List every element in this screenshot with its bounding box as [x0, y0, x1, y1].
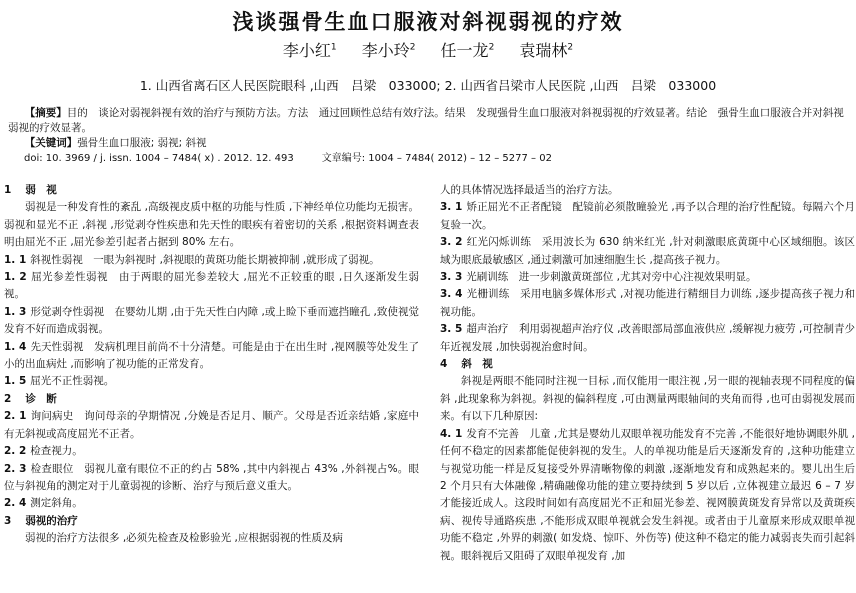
identifiers	[8, 151, 850, 166]
section-text: 发育不完善 儿童 ,尤其是婴幼儿双眼单视功能发育不完善 ,不能很好地协调眼外肌 ,任何不稳定的因素都能促使斜视的发生。人的单视功能是后天逐渐发育的 ,这种功能建立与视觉功能一样是反复接受外界清晰物像的刺激 ,逐渐地发育和成熟起来的。婴儿出生后 2 个月只有大体融像 ,精确融像功能的建立要持续到 5 岁以后 ,立体视建立最迟 6 – 7 岁才能接近成人。这段时间如有高度屈光不正和屈光参差、视网膜黄斑发育异常以及黄斑疾病、视传导通路疾患 ,不能形成双眼单视就会发生斜视。或者由于儿童原来形成双眼单视功能不稳定 ,外界的刺激( 如发烧、惊吓、外伤等) 使这种不稳定的能力减弱丧失而引起斜视。眼斜视后又阻碍了双眼单视发育 ,加	[440, 427, 855, 562]
section-number: 3. 3	[440, 271, 463, 284]
section-number: 1. 4	[4, 340, 27, 353]
subsection-paragraph	[4, 461, 419, 496]
subsection-paragraph	[4, 269, 419, 304]
section-number: 1	[4, 184, 12, 196]
subsection-paragraph	[440, 234, 855, 269]
abstract-block	[8, 106, 850, 166]
section-text: 斜视性弱视 一眼为斜视时 ,斜视眼的黄斑功能长期被抑制 ,就形成了弱视。	[30, 253, 380, 266]
subsection-paragraph	[440, 269, 855, 286]
section-heading	[4, 513, 419, 530]
subsection-paragraph	[4, 443, 419, 460]
subsection-paragraph	[4, 408, 419, 443]
author: 袁瑞林$^2$	[519, 41, 574, 60]
section-text: 光栅训练 采用电脑多媒体形式 ,对视功能进行精细目力训练 ,逐步提高孩子视力和视功能。	[440, 288, 855, 318]
author: 李小红$^1$	[282, 41, 337, 60]
subsection-paragraph	[440, 286, 855, 321]
section-text: 人的具体情况选择最适当的治疗方法。	[440, 184, 619, 196]
section-text: 斜视是两眼不能同时注视一目标 ,而仅能用一眼注视 ,另一眼的视轴表现不同程度的偏斜 ,此现象称为斜视。斜视的偏斜程度 ,可由测量两眼轴间的夹角而得 ,也可由弱视发展而来。有以下几种原因:	[440, 375, 855, 423]
section-number: 3	[4, 514, 12, 527]
section-text: 弱 视	[25, 184, 57, 196]
subsection-paragraph	[440, 426, 855, 565]
section-text: 弱视的治疗	[25, 514, 78, 527]
section-number: 2	[4, 392, 12, 405]
section-text: 询问病史 询问母亲的孕期情况 ,分娩是否足月、顺产。父母是否近亲结婚 ,家庭中有无斜视或高度屈光不正者。	[4, 410, 419, 440]
subsection-paragraph	[4, 304, 419, 339]
section-text: 红光闪烁训练 采用波长为 630 纳米红光 ,针对刺激眼底黄斑中心区域细胞。该区域为眼底最敏感区 ,通过刺激可加速细胞生长 ,提高孩子视力。	[440, 236, 855, 266]
section-number: 3. 2	[440, 236, 463, 249]
subsection-paragraph	[440, 321, 855, 356]
section-number: 1. 2	[4, 271, 27, 284]
author: 李小玲$^2$	[361, 41, 416, 60]
subsection-paragraph	[4, 495, 419, 512]
paragraph	[440, 182, 855, 199]
section-text: 弱视是一种发育性的紊乱 ,高级视皮质中枢的功能与性质 ,下神经单位功能均无损害。弱视和显光不正 ,斜视 ,形觉剥夺性疾患和先天性的眼疾有着密切的关系 ,根据资料调查表明由屈光不正 ,屈光参差引起者占据到 80% 左右。	[4, 201, 419, 249]
author-list	[0, 38, 856, 61]
section-text: 屈光参差性弱视 由于两眼的屈光参差较大 ,屈光不正较重的眼 ,日久逐渐发生弱视。	[4, 271, 419, 301]
section-number: 2. 4	[4, 497, 27, 510]
section-number: 2. 2	[4, 445, 27, 458]
section-text: 超声治疗 利用弱视超声治疗仪 ,改善眼部局部血液供应 ,缓解视力疲劳 ,可控制青少年近视发展 ,加快弱视治愈时间。	[440, 323, 855, 353]
affiliation: 1. 山西省离石区人民医院眼科 ,山西 吕梁 033000; 2. 山西省吕梁市人民医院 ,山西 吕梁 033000	[139, 78, 717, 93]
section-text: 检查眼位 弱视儿童有眼位不正的约占 58% ,其中内斜视占 43% ,外斜视占%。眼位与斜视角的测定对于儿童弱视的诊断、治疗与预后意义重大。	[4, 462, 419, 492]
subsection-paragraph	[4, 373, 419, 390]
section-text: 光刷训练 进一步刺激黄斑部位 ,尤其对旁中心注视效果明显。	[466, 271, 757, 284]
subsection-paragraph	[4, 252, 419, 269]
section-number: 1. 1	[4, 253, 27, 266]
section-text: 诊 断	[25, 392, 57, 405]
section-number: 3. 5	[440, 323, 463, 336]
section-text: 矫正屈光不正者配镜 配镜前必须散瞳验光 ,再予以合理的治疗性配镜。每隔六个月复验一次。	[440, 201, 855, 231]
doi: doi: 10. 3969 / j. issn. 1004 – 7484( x) . 2012. 12. 493	[24, 153, 294, 164]
section-number: 4. 1	[440, 427, 463, 440]
section-text: 屈光不正性弱视。	[30, 375, 115, 388]
section-number: 1. 5	[4, 375, 27, 388]
section-text: 形觉剥夺性弱视 在婴幼儿期 ,由于先天性白内障 ,或上睑下垂而遮挡瞳孔 ,致使视觉发育不好而造成弱视。	[4, 305, 419, 336]
section-text: 检查视力。	[30, 445, 83, 458]
abstract: 【摘要】目的 谈论对弱视斜视有效的治疗与预防方法。方法 通过回顾性总结有效疗法。结果 发现强骨生血口服液对斜视弱视的疗效显著。结论 强骨生血口服液合并对斜视弱视的疗效显著。	[8, 107, 844, 134]
author: 任一龙$^2$	[440, 41, 495, 60]
keywords: 【关键词】强骨生血口服液; 弱视; 斜视	[24, 137, 207, 149]
paragraph	[4, 199, 419, 251]
section-text: 测定斜角。	[30, 497, 83, 510]
section-number: 2. 3	[4, 462, 27, 475]
article-number: 文章编号: 1004 – 7484( 2012) – 12 – 5277 – 02	[321, 153, 552, 164]
section-number: 3. 4	[440, 288, 463, 301]
section-text: 先天性弱视 发病机理目前尚不十分清楚。可能是由于在出生时 ,视网膜等处发生了小的出血病灶 ,而影响了视功能的正常发育。	[4, 340, 419, 371]
section-text: 弱视的治疗方法很多 ,必须先检查及检影验光 ,应根据弱视的性质及病	[25, 532, 343, 545]
section-number: 2. 1	[4, 410, 27, 423]
subsection-paragraph	[4, 339, 419, 374]
paragraph	[440, 373, 855, 425]
section-heading	[4, 182, 419, 199]
paragraph	[4, 530, 419, 547]
section-number: 1. 3	[4, 305, 27, 318]
section-number: 4	[440, 358, 448, 371]
article-title: 浅谈强骨生血口服液对斜视弱视的疗效	[232, 10, 624, 34]
section-text: 斜 视	[461, 358, 493, 371]
section-number: 3. 1	[440, 201, 463, 214]
section-heading	[4, 391, 419, 408]
body-column-right	[440, 182, 855, 593]
subsection-paragraph	[440, 199, 855, 234]
body-column-left	[4, 182, 419, 593]
section-heading	[440, 356, 855, 373]
